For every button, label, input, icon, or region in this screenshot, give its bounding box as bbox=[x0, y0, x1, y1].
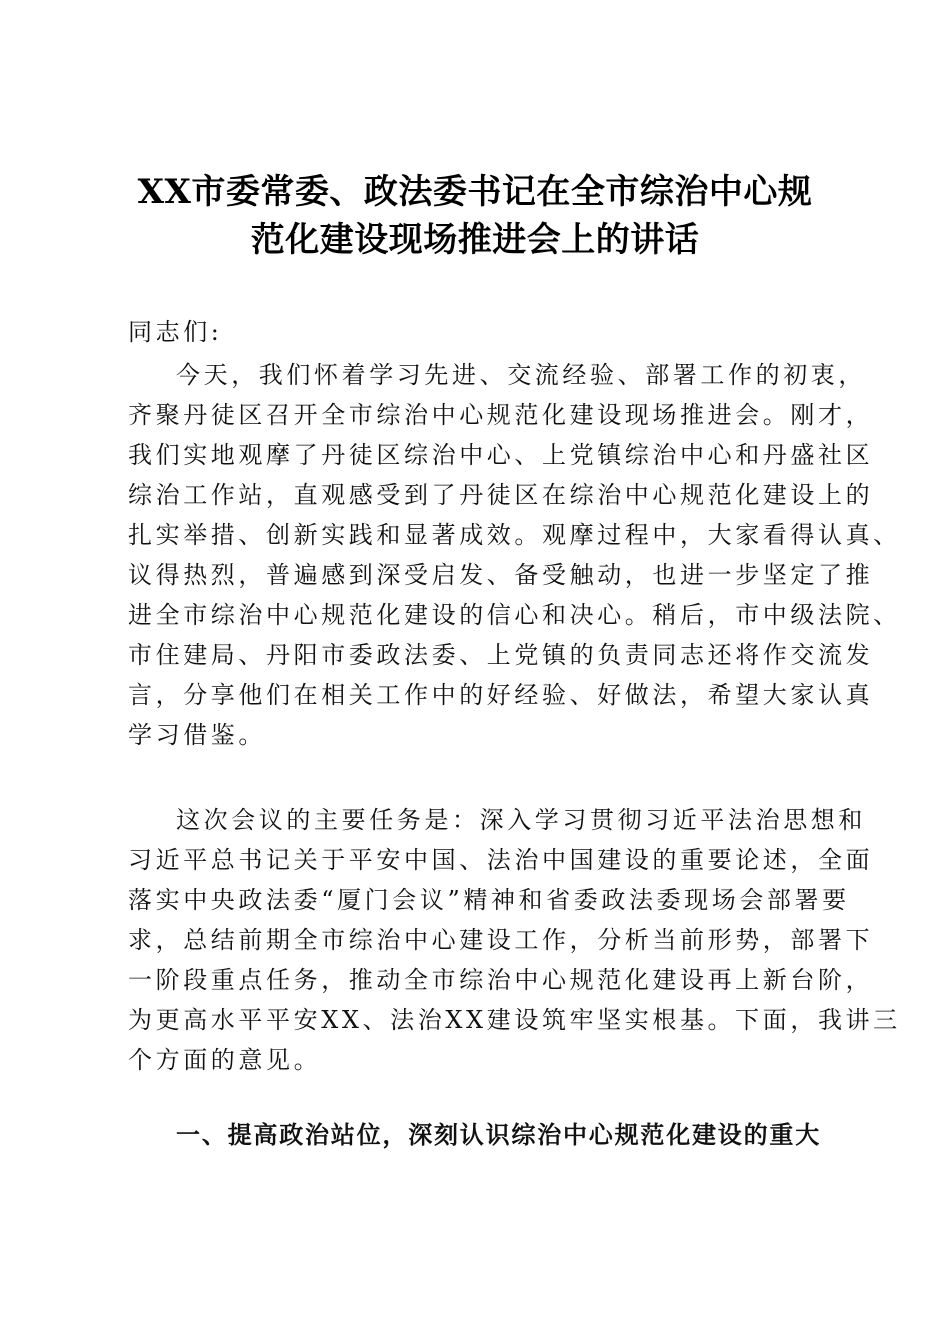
paragraph-line: 市住建局、丹阳市委政法委、上党镇的负责同志还将作交流发 bbox=[128, 641, 874, 669]
paragraph-line: 我们实地观摩了丹徒区综治中心、上党镇综治中心和丹盛社区 bbox=[128, 441, 874, 469]
paragraph-line: 落实中央政法委“厦门会议”精神和省委政法委现场会部署要 bbox=[128, 886, 850, 914]
paragraph-line: 求，总结前期全市综治中心建设工作，分析当前形势，部署下 bbox=[128, 926, 874, 954]
paragraph-line: 个方面的意见。 bbox=[128, 1046, 322, 1074]
paragraph-line: 这次会议的主要任务是：深入学习贯彻习近平法治思想和 bbox=[176, 806, 866, 834]
paragraph-line: 言，分享他们在相关工作中的好经验、好做法，希望大家认真 bbox=[128, 681, 874, 709]
paragraph-intro bbox=[128, 355, 901, 755]
paragraph-line: 为更高水平平安XX、法治XX建设筑牢坚实根基。下面，我讲三 bbox=[128, 1006, 901, 1034]
paragraph-line: 齐聚丹徒区召开全市综治中心规范化建设现场推进会。刚才， bbox=[128, 401, 874, 429]
salutation: 同志们: bbox=[128, 318, 223, 346]
paragraph-line: 综治工作站，直观感受到了丹徒区在综治中心规范化建设上的 bbox=[128, 481, 874, 509]
paragraph-line: 扎实举措、创新实践和显著成效。观摩过程中，大家看得认真、 bbox=[128, 521, 901, 549]
paragraph-line: 一阶段重点任务，推动全市综治中心规范化建设再上新台阶， bbox=[128, 966, 874, 994]
paragraph-tasks bbox=[128, 800, 901, 1080]
paragraph-line: 今天，我们怀着学习先进、交流经验、部署工作的初衷， bbox=[176, 361, 866, 389]
paragraph-line: 议得热烈，普遍感到深受启发、备受触动，也进一步坚定了推 bbox=[128, 561, 874, 589]
paragraph-line: 进全市综治中心规范化建设的信心和决心。稍后，市中级法院、 bbox=[128, 601, 901, 629]
section-heading-text: 一、提高政治站位，深刻认识综治中心规范化建设的重大 bbox=[176, 1121, 821, 1149]
document-title bbox=[100, 168, 850, 264]
title-line: 范化建设现场推进会上的讲话 bbox=[250, 220, 700, 260]
title-line: XX市委常委、政法委书记在全市综治中心规 bbox=[137, 172, 813, 212]
paragraph-line: 习近平总书记关于平安中国、法治中国建设的重要论述，全面 bbox=[128, 846, 874, 874]
paragraph-line: 学习借鉴。 bbox=[128, 721, 266, 749]
section-heading-1 bbox=[128, 1115, 828, 1155]
